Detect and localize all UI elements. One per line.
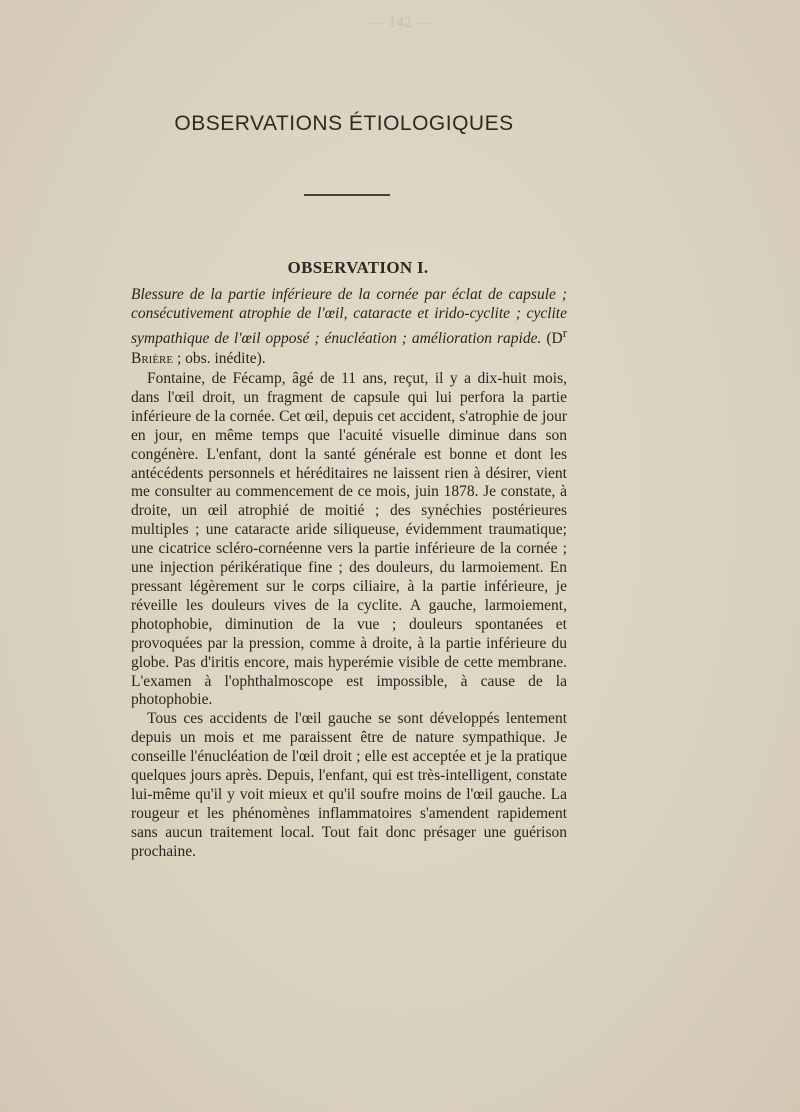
summary-italic: Blessure de la partie inférieure de la cornée par éclat de capsule ; consécutivement atrophie de l'œil, cataracte et irido-cyclite ; cyclite sympathique de l'œil opposé ; énucléation ; amélioration rapide. <box>131 286 567 348</box>
body-paragraph-1: Fontaine, de Fécamp, âgé de 11 ans, reçut, il y a dix-huit mois, dans l'œil droit, un fragment de capsule qui lui perfora la partie inférieure de la cornée. Cet œil, depuis cet accident, s'atrophie de jour en jour, en même temps que l'acuité visuelle diminue dans son congénère. L'enfant, dont la santé générale est bonne et dont les antécédents personnels et héréditaires ne laissent rien à désirer, vient me consulter au commencement de ce mois, juin 1878. Je constate, à droite, un œil atrophié de moitié ; des synéchies postérieures multiples ; une cataracte aride siliqueuse, évidemment traumatique; une cicatrice scléro-cornéenne vers la partie inférieure de la cornée ; une injection périkératique fine ; des douleurs, du larmoiement. En pressant légèrement sur le corps ciliaire, à la partie inférieure, je réveille les douleurs vives de la cyclite. A gauche, larmoiement, photophobie, diminution de la vue ; douleurs spontanées et provoquées par la pression, comme à droite, à la partie inférieure du globe. Pas d'iritis encore, mais hyperémie visible de cette membrane. L'examen à l'ophthalmoscope est impossible, à cause de la photophobie. <box>131 370 567 709</box>
summary-source-author: Brière <box>131 349 174 367</box>
section-title: OBSERVATIONS ÉTIOLOGIQUES <box>174 112 514 135</box>
observation-summary <box>131 285 567 368</box>
title-rule <box>304 194 390 196</box>
summary-source-prefix: (D <box>546 330 563 348</box>
body-paragraph-2: Tous ces accidents de l'œil gauche se sont développés lentement depuis un mois et me paraissent être de nature sympathique. Je conseille l'énucléation de l'œil droit ; elle est acceptée et je la pratique quelques jours après. Depuis, l'enfant, qui est très-intelligent, constate lui-même qu'il y voit mieux et qu'il soufre moins de l'œil gauche. La rougeur et les phénomènes inflammatoires s'amendent rapidement sans aucun traitement local. Tout fait donc présager une guérison prochaine. <box>131 710 567 860</box>
observation-body <box>131 370 567 862</box>
summary-source-suffix: ; obs. inédite). <box>173 349 266 367</box>
observation-title: OBSERVATION I. <box>287 258 429 277</box>
running-head: — 142 — <box>368 14 432 31</box>
summary-source-sup: r <box>562 325 567 341</box>
